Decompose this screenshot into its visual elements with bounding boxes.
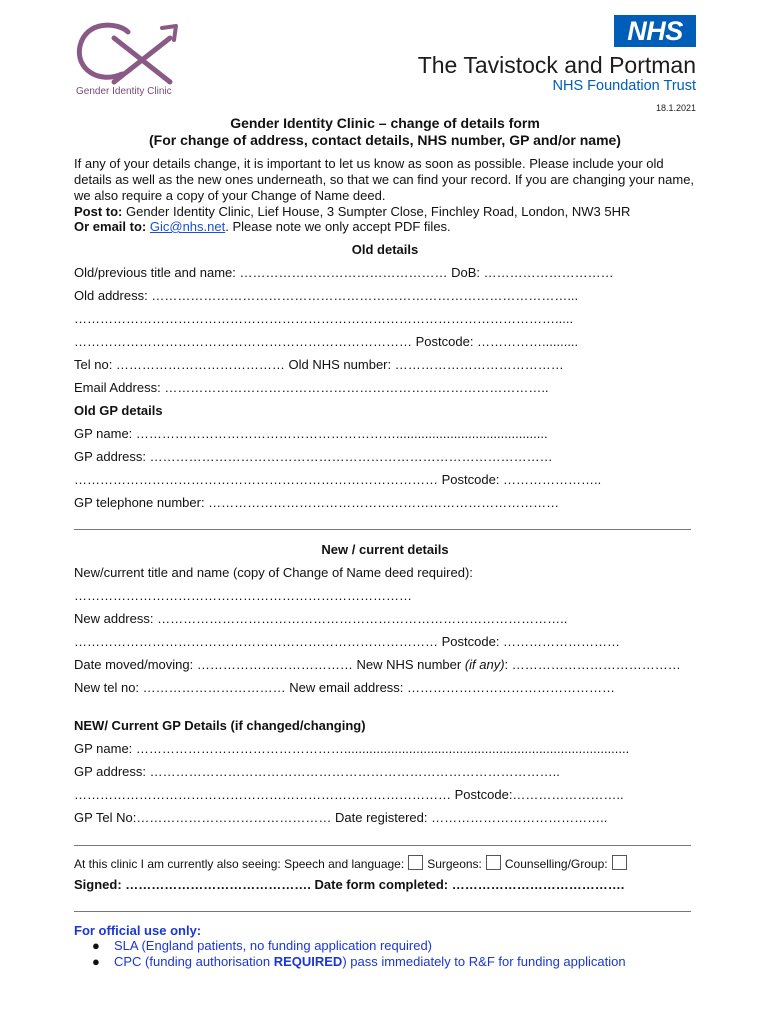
surgeons-checkbox[interactable] (486, 855, 501, 870)
divider (74, 911, 691, 912)
email-note: . Please note we only accept PDF files. (225, 219, 451, 234)
list-item (92, 938, 626, 954)
divider (74, 845, 691, 846)
email-label: Or email to: (74, 219, 147, 234)
surgeons-label: Surgeons: (427, 857, 482, 871)
sla-option: SLA (England patients, no funding application required) (114, 938, 432, 953)
counselling-checkbox[interactable] (612, 855, 627, 870)
old-details-heading: Old details (351, 242, 419, 257)
new-title-name-field[interactable]: …………………………………………………………………… (74, 588, 412, 603)
official-use-list (92, 938, 626, 970)
new-title-name-label: New/current title and name (copy of Change of Name deed required): (74, 565, 473, 580)
old-title-name-field[interactable]: Old/previous title and name: ………………………………………… DoB: ………………………… (74, 265, 614, 280)
cpc-option-c: ) pass immediately to R&F for funding application (342, 954, 626, 969)
old-gp-tel-field[interactable]: GP telephone number: ……………………………………………………………………… (74, 495, 560, 510)
old-gp-name-field[interactable]: GP name: …………………………………………………….......................................... (74, 426, 548, 441)
cpc-required: REQUIRED (273, 954, 343, 969)
form-title: Gender Identity Clinic – change of details form (230, 115, 540, 131)
post-address: Gender Identity Clinic, Lief House, 3 Sumpter Close, Finchley Road, London, NW3 5HR (122, 204, 631, 219)
email-line (74, 219, 451, 234)
new-tel-email-field[interactable]: New tel no: …………………………… New email address: ………………………………………… (74, 680, 616, 695)
divider (74, 529, 691, 530)
new-details-heading: New / current details (321, 542, 449, 557)
bullet-icon: ● (92, 954, 100, 969)
also-seeing-label: At this clinic I am currently also seeing: Speech and language: (74, 857, 405, 871)
new-address-field[interactable]: New address: ………………………………………………………………………………….. (74, 611, 568, 626)
new-gp-address-field[interactable]: GP address: ………………………………………………………………………………….. (74, 764, 560, 779)
trust-subtitle: NHS Foundation Trust (552, 78, 696, 94)
old-gp-address-postcode[interactable]: ………………………………………………………………………… Postcode: ………………….. (74, 472, 602, 487)
if-any-note: (if any) (464, 657, 505, 672)
new-gp-tel-registered-field[interactable]: GP Tel No:……………………………………… Date registered: ………………………………….. (74, 810, 608, 825)
old-tel-nhs-field[interactable]: Tel no: ………………………………… Old NHS number: ………………………………… (74, 357, 564, 372)
intro-paragraph: If any of your details change, it is important to let us know as soon as possible. Please include your old details as well as the new ones underneath, so that we can find your record. If you are changing your name, we also require a copy of your Change of Name deed. (74, 156, 695, 203)
post-line (74, 204, 630, 219)
new-gp-name-field[interactable]: GP name: …………………………………………............................................................................... (74, 741, 630, 756)
new-address-postcode[interactable]: ………………………………………………………………………… Postcode: ……………………… (74, 634, 621, 649)
nhs-logo: NHS (614, 15, 696, 47)
old-gp-heading: Old GP details (74, 403, 163, 418)
cpc-option-a: CPC (funding authorisation (114, 954, 274, 969)
form-date: 18.1.2021 (655, 103, 696, 113)
speech-language-checkbox[interactable] (408, 855, 423, 870)
clinic-logo-caption: Gender Identity Clinic (76, 86, 172, 97)
new-nhs-number-dots: : ………………………………… (504, 657, 681, 672)
date-moved-nhs-field[interactable] (74, 657, 681, 672)
post-label: Post to: (74, 204, 123, 219)
trust-name: The Tavistock and Portman (417, 52, 696, 78)
old-gp-address-field[interactable]: GP address: ………………………………………………………………………………… (74, 449, 553, 464)
form-subtitle: (For change of address, contact details, NHS number, GP and/or name) (149, 132, 621, 148)
email-link[interactable]: Gic@nhs.net (149, 219, 226, 234)
list-item (92, 954, 626, 970)
bullet-icon: ● (92, 938, 100, 953)
signature-line[interactable]: Signed: ……………………………………. Date form completed: …………………………………. (74, 877, 625, 892)
date-moved-label: Date moved/moving: ……………………………… New NHS number (74, 657, 465, 672)
old-address-line2[interactable]: …………………………………………………………………………………………………..... (74, 311, 574, 326)
old-address-field[interactable]: Old address: ……………………………………………………………………………………... (74, 288, 579, 303)
also-seeing-line (74, 855, 631, 871)
new-gp-heading: NEW/ Current GP Details (if changed/changing) (74, 718, 366, 733)
official-use-heading: For official use only: (74, 923, 202, 938)
new-gp-address-postcode[interactable]: …………………………………………………………………………… Postcode:…………………….. (74, 787, 624, 802)
counselling-label: Counselling/Group: (504, 857, 608, 871)
old-email-field[interactable]: Email Address: …………………………………………………………………………….. (74, 380, 549, 395)
old-address-postcode[interactable]: …………………………………………………………………… Postcode: …………….......... (74, 334, 579, 349)
